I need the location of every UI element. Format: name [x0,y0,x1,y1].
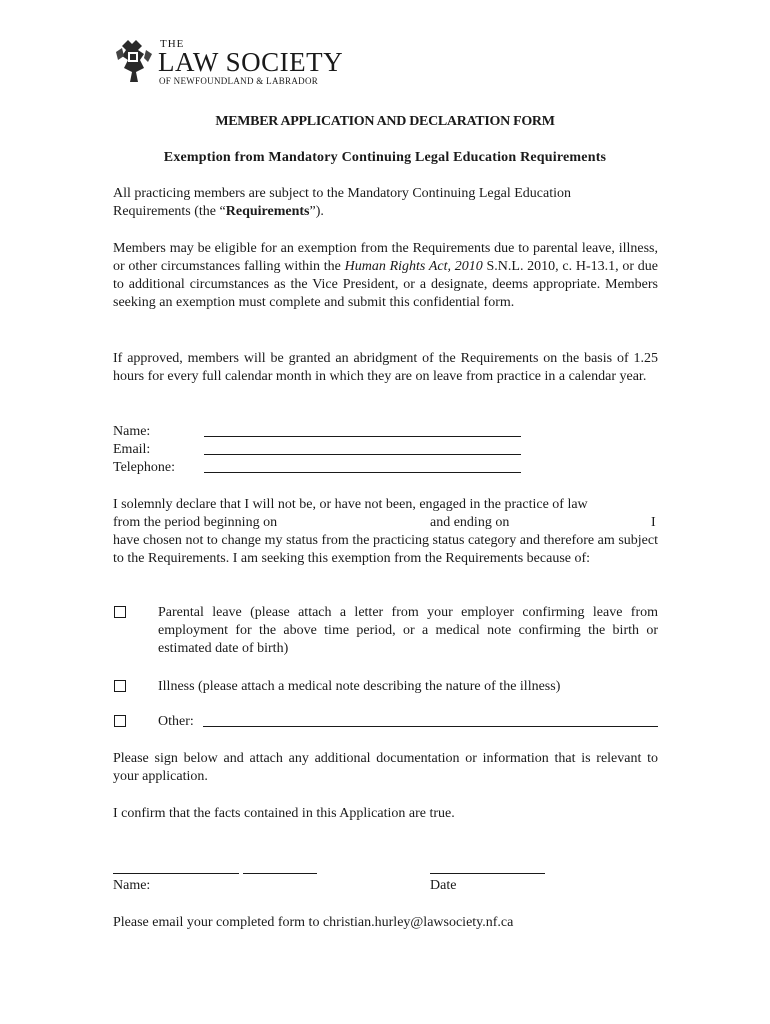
signature-line[interactable] [113,873,239,874]
intro-line2-start: Requirements (the “ [113,204,226,219]
name-field[interactable] [204,436,521,437]
email-instruction: Please email your completed form to christian.hurley@lawsociety.nf.ca [113,915,514,930]
intro-paragraph [113,185,658,221]
requirements-term: Requirements [225,204,310,219]
name-field-label: Name: [113,424,151,439]
other-checkbox[interactable] [114,715,126,727]
email-field-label: Email: [113,442,151,457]
parental-leave-option: Parental leave (please attach a letter from your employer confirming leave from employment for the above time period, or a medical note confirming the birth or estimated date of birth) [158,605,658,656]
human-rights-act-title: Human Rights Act, 2010 [344,259,483,274]
date-line[interactable] [430,873,545,874]
telephone-field-label: Telephone: [113,460,175,475]
intro-line2-end: ”). [309,204,324,219]
declaration-ending-text: and ending on [430,515,510,530]
signature-name-label: Name: [113,878,151,893]
telephone-field[interactable] [204,472,521,473]
eligibility-text-1: Members may be eligible for an exemption from the Requirements due to parental leave, illness, or other circumstances falling within the [113,241,658,274]
other-option-label: Other: [158,714,194,729]
declaration-i-text: I [651,515,656,530]
period-end-field[interactable] [525,514,645,532]
illness-checkbox[interactable] [114,680,126,692]
intro-line1: All practicing members are subject to the Mandatory Continuing Legal Education [113,186,571,201]
email-field[interactable] [204,454,521,455]
law-society-crest-icon [114,38,154,84]
declaration-line1: I solemnly declare that I will not be, or have not been, engaged in the practice of law [113,497,588,512]
declaration-from-text: from the period beginning on [113,515,278,530]
eligibility-paragraph [113,240,658,312]
approval-paragraph: If approved, members will be granted an abridgment of the Requirements on the basis of 1.25 hours for every full calendar month in which they are on leave from practice in a calendar year. [113,351,658,384]
logo-small-text: THE [160,38,185,50]
signature-line-extension[interactable] [243,873,317,874]
parental-leave-checkbox[interactable] [114,606,126,618]
form-title: MEMBER APPLICATION AND DECLARATION FORM [215,114,555,129]
declaration-rest: have chosen not to change my status from the practicing status category and therefore am subject to the Requirements. I am seeking this exemption from the Requirements because of: [113,533,658,566]
eligibility-text-2: S.N.L. 2010, c. H-13.1, or due to additional circumstances as the Vice President, or a designate, deems appropriate. Members seeking an exemption must complete and submit this confidential form. [113,259,659,310]
other-reason-field[interactable] [203,726,658,727]
form-subtitle: Exemption from Mandatory Continuing Legal Education Requirements [163,150,607,165]
sign-instruction: Please sign below and attach any additional documentation or information that is relevant to your application. [113,751,658,784]
illness-option: Illness (please attach a medical note describing the nature of the illness) [158,679,561,694]
logo-sub-text: OF NEWFOUNDLAND & LABRADOR [159,76,319,86]
logo-main-text: LAW SOCIETY [158,47,344,77]
signature-date-label: Date [430,878,457,893]
confirmation-statement: I confirm that the facts contained in this Application are true. [113,806,455,821]
period-start-field[interactable] [305,514,425,532]
